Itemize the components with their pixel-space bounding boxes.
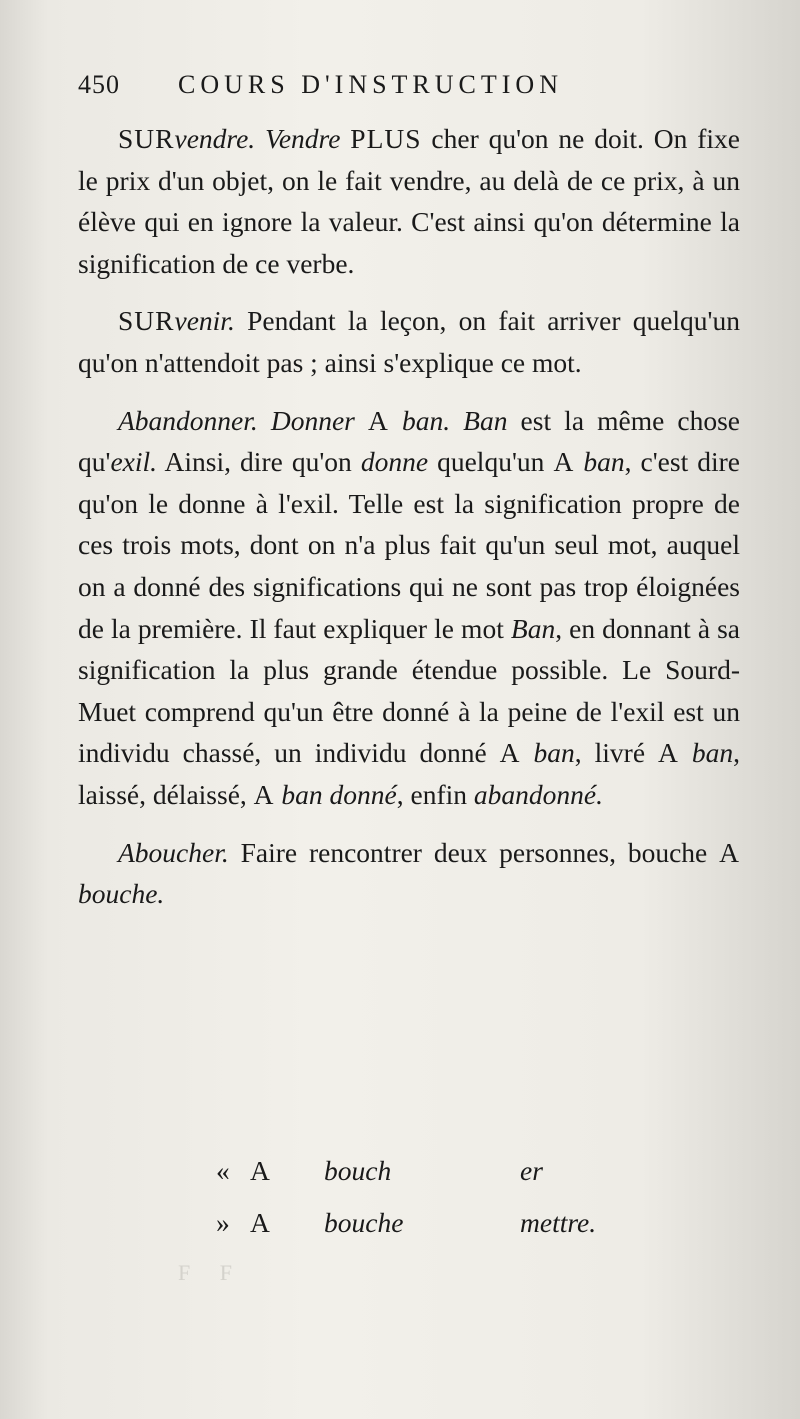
- quote-mark: »: [216, 1207, 230, 1238]
- headword: venir.: [174, 305, 235, 337]
- small-caps-word: A: [499, 737, 521, 769]
- emphasis: ban: [691, 737, 734, 769]
- etymology-root: bouche: [324, 1207, 404, 1238]
- body-text: [78, 118, 740, 931]
- emphasis: Ban: [463, 404, 508, 436]
- text-run: Pendant la leçon, on fait arriver quelqu'un qu'on n'attendoit pas ; ainsi s'explique ce mot.: [78, 305, 740, 378]
- emphasis: Vendre: [265, 123, 341, 154]
- prefix: SUR: [118, 305, 175, 337]
- text-run: [450, 405, 463, 436]
- emphasis: donne: [360, 446, 429, 478]
- small-caps-word: A: [553, 446, 575, 478]
- text-run: [255, 123, 265, 154]
- etymology-root: bouch: [324, 1155, 392, 1186]
- text-run: , enfin: [396, 778, 474, 810]
- etymology-table: [78, 1145, 740, 1249]
- running-head: COURS D'INSTRUCTION: [178, 70, 563, 99]
- etymology-suffix: er: [520, 1155, 543, 1186]
- headword: Abandonner. Donner: [118, 404, 368, 436]
- signature-mark: F F: [178, 1260, 244, 1285]
- paragraph-abandonner: [78, 400, 740, 816]
- etymology-prefix: A: [250, 1155, 271, 1186]
- text-run: , c'est dire qu'on le donne à l'exil. Telle est la signification propre de ces trois mots, dont on n'a plus fait qu'un seul mot, auquel on a donné des significations qui ne sont pas trop éloignées de la première. Il faut expliquer le mot: [78, 446, 740, 644]
- small-caps-word: PLUS: [350, 123, 422, 154]
- page-number: 450: [78, 70, 120, 99]
- text-run: , laissé, délaissé,: [78, 737, 741, 810]
- paragraph-survendre: [78, 118, 740, 284]
- emphasis: ban.: [401, 404, 451, 436]
- page-header: [78, 70, 738, 110]
- text-run: Ainsi, dire qu'on: [157, 446, 361, 478]
- headword: Aboucher.: [118, 836, 229, 868]
- emphasis: exil.: [110, 446, 158, 478]
- text-run: [340, 123, 350, 154]
- text-run: [521, 737, 534, 768]
- headword: vendre.: [174, 123, 256, 154]
- etymology-row: [78, 1197, 740, 1249]
- small-caps-word: A: [253, 778, 275, 810]
- text-run: [574, 446, 583, 477]
- small-caps-word: A: [658, 737, 679, 769]
- emphasis: ban: [583, 446, 625, 478]
- text-run: est la même chose qu': [78, 404, 741, 478]
- small-caps-word: A: [367, 404, 389, 436]
- emphasis: bouche.: [78, 878, 165, 910]
- text-run: quelqu'un: [428, 446, 554, 478]
- quote-mark: «: [216, 1155, 230, 1186]
- etymology-prefix: A: [250, 1207, 271, 1238]
- emphasis: Ban: [510, 612, 556, 644]
- text-run: [389, 405, 402, 436]
- small-caps-word: A: [719, 836, 740, 868]
- text-run: , en donnant à sa signification la plus grande étendue possible. Le Sourd-Muet comprend qu'un être donné à la peine de l'exil est un individu chassé, un individu donné: [78, 612, 740, 769]
- emphasis: ban donné: [281, 778, 397, 810]
- text-run: cher qu'on ne doit. On fixe le prix d'un objet, on le fait vendre, au delà de ce prix, à un élève qui en ignore la valeur. C'est ainsi qu'on détermine la signification de ce verbe.: [78, 123, 741, 279]
- text-run: , livré: [574, 737, 659, 769]
- text-run: Faire rencontrer deux personnes, bouche: [228, 836, 720, 868]
- paragraph-survenir: [78, 300, 740, 383]
- etymology-suffix: mettre.: [520, 1207, 597, 1238]
- emphasis: ban: [533, 737, 575, 769]
- text-run: [679, 737, 692, 768]
- emphasis: abandonné.: [473, 778, 603, 810]
- paragraph-aboucher: [78, 832, 740, 915]
- etymology-row: [78, 1145, 740, 1197]
- prefix: SUR: [118, 123, 175, 154]
